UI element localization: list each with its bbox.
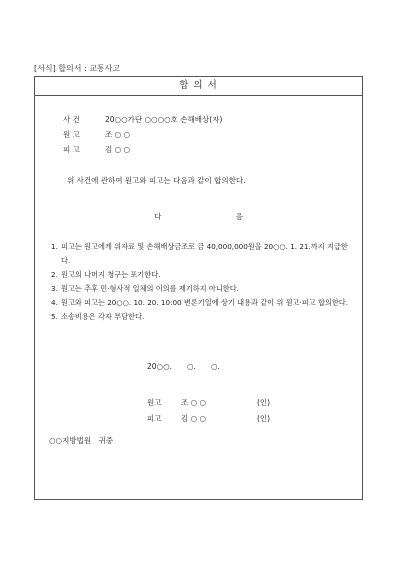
document-frame: [34, 76, 363, 500]
defendant-name: 김 ○ ○: [105, 145, 131, 154]
signature-plaintiff: [147, 397, 270, 408]
plaintiff-row: [63, 129, 130, 140]
signature-defendant: [147, 413, 270, 424]
plaintiff-label: 원 고: [63, 130, 80, 139]
signature-name: 김 ○ ○: [181, 414, 207, 423]
case-label: 사 건: [63, 115, 80, 124]
term-item: [51, 240, 351, 268]
signature-name: 조 ○ ○: [181, 398, 207, 407]
court-addressee: ○○지방법원 귀중: [49, 436, 114, 445]
term-text: 원고는 추후 민·형사적 일체의 이의를 제기하지 아니한다.: [61, 284, 239, 293]
term-number: 4.: [51, 298, 58, 307]
terms-list: [51, 240, 351, 324]
form-caption: [서식] 합의서 : 교통사고: [34, 64, 121, 73]
agreement-date: 20○○. ○. ○.: [147, 362, 220, 371]
document-title: 합 의 서: [35, 77, 362, 96]
section-heading: 다 음: [154, 212, 279, 221]
signature-role: 원고: [147, 398, 162, 407]
term-number: 5.: [51, 312, 58, 321]
term-item: [51, 268, 351, 282]
term-item: [51, 282, 351, 296]
case-row: [63, 114, 222, 125]
term-text: 피고는 원고에게 위자료 및 손해배상금조로 금 40,000,000원을 20○○. 1. 21.까지 지급한다.: [61, 242, 348, 265]
term-number: 1.: [51, 242, 58, 251]
term-number: 3.: [51, 284, 58, 293]
term-number: 2.: [51, 270, 58, 279]
seal-mark: (인): [257, 414, 271, 423]
preamble: 위 사건에 관하여 원고와 피고는 다음과 같이 합의한다.: [67, 176, 246, 185]
defendant-label: 피 고: [63, 145, 80, 154]
plaintiff-name: 조 ○ ○: [105, 130, 131, 139]
term-text: 소송비용은 각자 부담한다.: [61, 312, 145, 321]
term-text: 원고의 나머지 청구는 포기한다.: [61, 270, 161, 279]
seal-mark: (인): [257, 398, 271, 407]
signature-role: 피고: [147, 414, 162, 423]
term-text: 원고와 피고는 20○○. 10. 20. 10:00 변론기일에 상기 내용과 같이 위 원고·피고 합의한다.: [61, 298, 349, 307]
defendant-row: [63, 144, 130, 155]
term-item: [51, 310, 351, 324]
term-item: [51, 296, 351, 310]
case-value: 20○○가단 ○○○○호 손해배상(자): [105, 115, 223, 124]
